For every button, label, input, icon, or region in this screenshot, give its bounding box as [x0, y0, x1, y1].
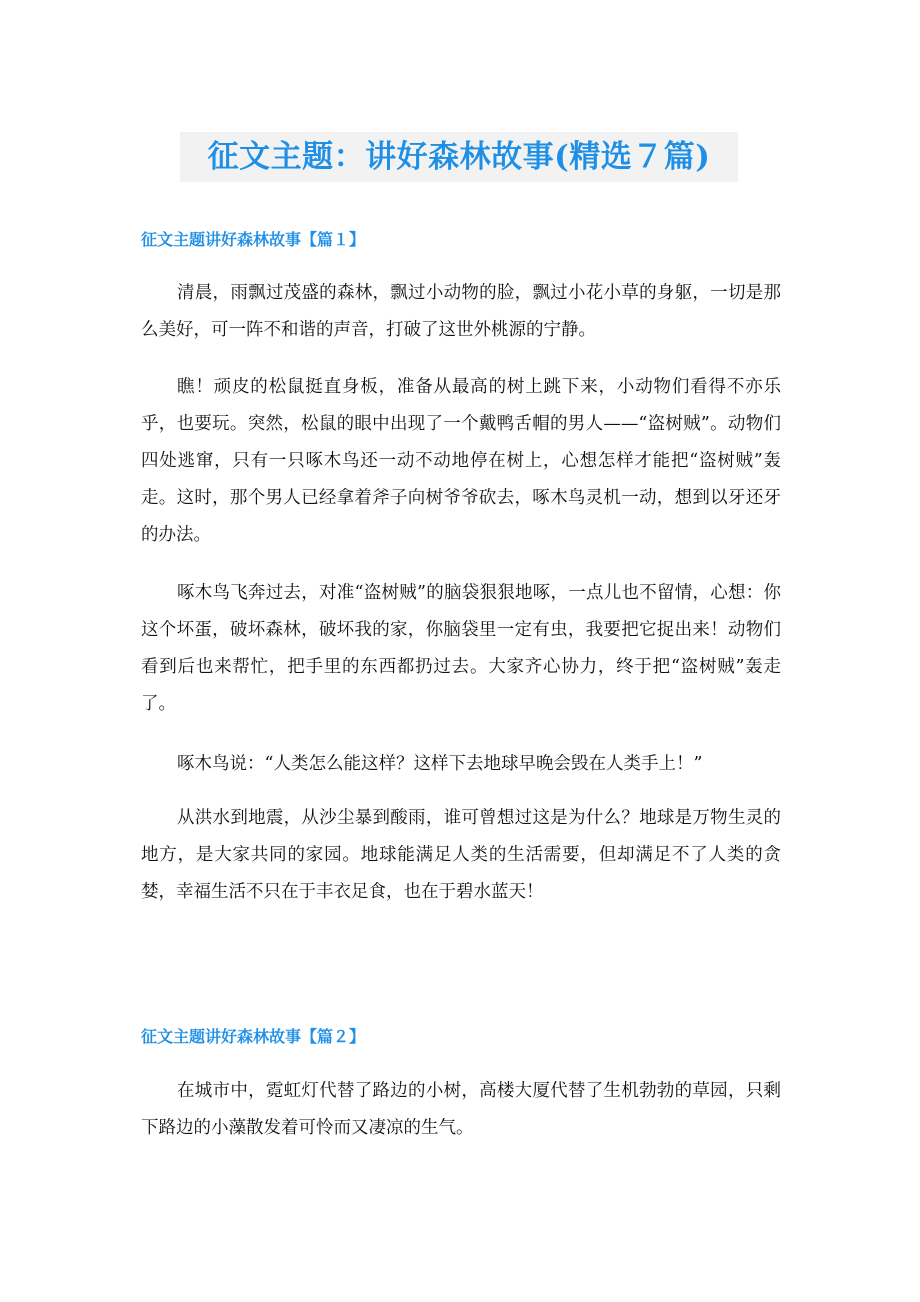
paragraph: 瞧！顽皮的松鼠挺直身板，准备从最高的树上跳下来，小动物们看得不亦乐乎，也要玩。突然，松鼠的眼中出现了一个戴鸭舌帽的男人——“盗树贼”。动物们四处逃窜，只有一只啄木鸟还一动不动地停在树上，心想怎样才能把“盗树贼”轰走。这时，那个男人已经拿着斧子向树爷爷砍去，啄木鸟灵机一动，想到以牙还牙的办法。	[141, 377, 781, 545]
paragraph: 啄木鸟飞奔过去，对准“盗树贼”的脑袋狠狠地啄，一点儿也不留情，心想：你这个坏蛋，破坏森林，破坏我的家，你脑袋里一定有虫，我要把它捉出来！动物们看到后也来帮忙，把手里的东西都扔过去。大家齐心协力，终于把“盗树贼”轰走了。	[141, 583, 781, 714]
section-heading-1: 征文主题讲好森林故事【篇１】	[141, 230, 366, 249]
paragraph: 清晨，雨飘过茂盛的森林，飘过小动物的脸，飘过小花小草的身躯，一切是那么美好，可一阵不和谐的声音，打破了这世外桃源的宁静。	[141, 283, 781, 340]
section-heading-2: 征文主题讲好森林故事【篇２】	[141, 1027, 366, 1046]
paragraph: 啄木鸟说：“人类怎么能这样？这样下去地球早晚会毁在人类手上！”	[177, 754, 703, 774]
document-title: 征文主题：讲好森林故事(精选７篇)	[180, 132, 738, 182]
paragraph: 在城市中，霓虹灯代替了路边的小树，高楼大厦代替了生机勃勃的草园，只剩下路边的小藻散发着可怜而又凄凉的生气。	[141, 1081, 781, 1138]
paragraph: 从洪水到地震，从沙尘暴到酸雨，谁可曾想过这是为什么？地球是万物生灵的地方，是大家共同的家园。地球能满足人类的生活需要，但却满足不了人类的贪婪，幸福生活不只在于丰衣足食，也在于碧水蓝天！	[141, 808, 781, 902]
